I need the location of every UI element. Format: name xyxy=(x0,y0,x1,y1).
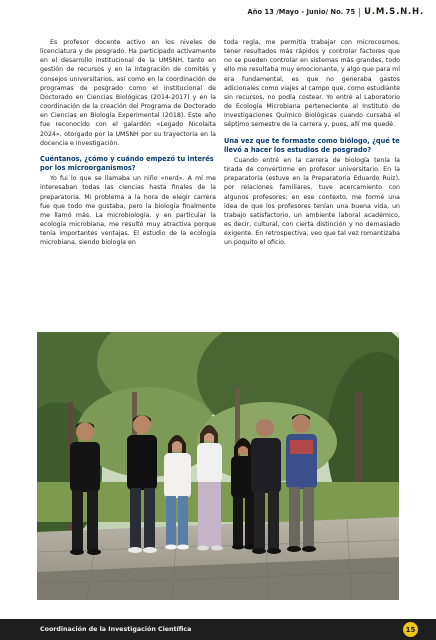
interview-question-2: Una vez que te formaste como biólogo, ¿qué te llevó a hacer los estudios de posgrado? xyxy=(224,136,400,154)
page-number: 15 xyxy=(403,622,418,637)
left-column xyxy=(40,38,216,248)
page-header xyxy=(248,7,425,17)
bio-paragraph: Es profesor docente activo en los niveles de licenciatura y de posgrado. Ha participado activamente en el desarrollo institucional de la UMSNH, tanto en gestión de recursos y en la integración de comités y consejos universitarios, así como en la coordinación de programas de posgrado como el Institucional de Doctorado en Ciencias Biológicas (2014-2017) y en la coordinación de la creación del Programa de Doctorado en Ciencias en Biología Experimental (2018). Este año fue reconocido con el galardón «Legado Nicolaita 2024», otorgado por la UMSNH por su trayectoria en la docencia e investigación. xyxy=(40,39,216,147)
institution-name: U.M.S.N.H. xyxy=(364,7,424,17)
group-photo xyxy=(37,332,399,600)
answer-continuation: toda regla, me permitía trabajar con microcosmos, tener resultados más rápidos y controlar factores que no se pueden controlar en sistemas más grandes, todo ello me resultaba muy emocionante, y algo que para mí era fundamental, es que no generaba gastos adicionales como viajes al campo que, como estudiante sin recursos, no podía costear. Yo entré al Laboratorio de Ecología Microbiana perteneciente al Instituto de Investigaciones Químico Biológicas cuando cursaba el séptimo semestre de la carrera y, pues, allí me quedé. xyxy=(224,39,400,129)
answer-paragraph-1: Yo fui lo que se llamaba un niño «nerd». A mí me interesaban todas las ciencias hasta finales de la preparatoria. Mi problema a la hora de elegir carrera fue que todo me gustaba, pero la biología finalmente me llamó más. La microbiología, y en particular la ecología microbiana, me resultó muy atractiva porque tenía importantes ventajas. El estudio de la ecología microbiana, siendo biología en xyxy=(40,175,216,247)
page-footer xyxy=(0,619,436,640)
interview-question-1: Cuéntanos, ¿cómo y cuándo empezó tu interés por los microorganismos? xyxy=(40,154,214,173)
answer-paragraph-2: Cuando entré en la carrera de biología tenía la tirada de convertirme en profesor universitario. En la preparatoria (estuve en la Preparatoria Eduardo Ruiz), por relaciones familiares, tuve acercamiento con algunos profesores; en ese contexto, me formé una idea de que los profesores tenían una buena vida, un trabajo satisfactorio, un ambiente laboral académico, es decir, cultural, con cierta distinción y no demasiado exigente. En retrospectiva, veo que tal vez romantizaba un poquito el oficio. xyxy=(224,156,400,247)
issue-info: Año 13 /Mayo - Junio/ No. 75 xyxy=(247,8,356,16)
right-column xyxy=(224,38,400,248)
footer-label: Coordinación de la Investigación Científica xyxy=(40,626,192,633)
header-divider xyxy=(359,8,360,17)
